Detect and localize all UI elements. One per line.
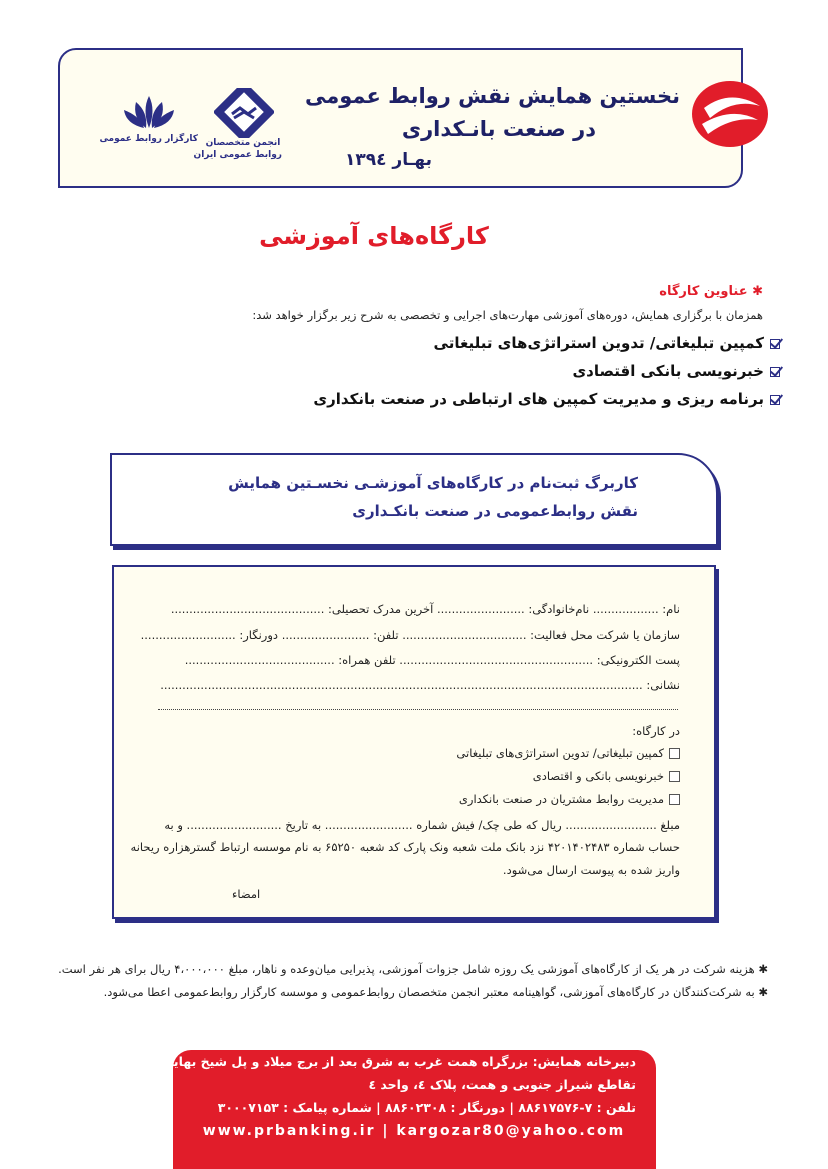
topic-item <box>572 362 783 380</box>
workshop-label: در کارگاه: <box>632 724 680 738</box>
topics-heading-text: عناوین کارگاه <box>659 284 748 299</box>
account-line: حساب شماره ۴۲۰۱۴۰۲۴۸۳ نزد بانک ملت شعبه ونک پارک کد شعبه ۶۵۲۵۰ به نام موسسه ارتباط گسترهزاره ریحانه <box>130 840 680 854</box>
send-line: واریز شده به پیوست ارسال می‌شود. <box>502 863 680 877</box>
signature-label: امضاء <box>232 887 261 901</box>
workshop-option-label: کمپین تبلیغاتی/ تدوین استراتژی‌های تبلیغاتی <box>456 746 664 760</box>
topic-item-label: خبرنویسی بانکی اقتصادی <box>572 362 764 380</box>
note-fee <box>58 962 768 976</box>
topic-item <box>313 390 783 408</box>
header-season: بهـار ۱۳۹٤ <box>344 150 432 170</box>
footer-web-email[interactable]: www.prbanking.ir | kargozar80@yahoo.com <box>202 1123 626 1139</box>
header-title-line2: در صنعت بانـکداری <box>401 117 596 141</box>
asterisk-icon: ✱ <box>754 962 768 976</box>
workshop-option[interactable] <box>456 746 680 760</box>
asterisk-icon: ✱ <box>747 284 763 299</box>
page-title: کارگاه‌های آموزشی <box>259 222 489 250</box>
note-fee-text: هزینه شرکت در هر یک از کارگاه‌های آموزشی یک روزه شامل جزوات آموزشی، پذیرایی میان‌وعده و ناهار، مبلغ ۴،۰۰۰،۰۰۰ ریال برای هر نفر است. <box>58 962 755 976</box>
red-swirl-logo-icon <box>690 78 770 150</box>
form-header-box <box>110 453 718 546</box>
workshop-option[interactable] <box>459 792 680 806</box>
form-row-name[interactable]: نام: .................. نام‌خانوادگی: ........................ آخرین مدرک تحصیلی: .......................................... <box>170 602 680 616</box>
form-header-line1: کاربرگ ثبت‌نام در کارگاه‌های آموزشـی نخسـتین همایش <box>228 474 638 492</box>
header-title-line1: نخستین همایش نقش روابط عمومی <box>304 84 680 108</box>
note-certificate <box>104 985 768 999</box>
form-row-address[interactable]: نشانی: .................................................................................................................................... <box>160 678 680 692</box>
form-header-line2: نقش روابط‌عمومی در صنعت بانکـداری <box>352 502 638 520</box>
anjoman-logo-text-2: روابط عمومی ایران <box>193 150 282 160</box>
form-row-email[interactable]: پست الکترونیکی: ..................................................... تلفن همراه: ......................................... <box>184 653 680 667</box>
address-continuation-line[interactable] <box>158 709 678 710</box>
kargozar-logo-text: کارگزار روابط عمومی <box>99 134 198 144</box>
topic-item-label: برنامه ریزی و مدیریت کمپین های ارتباطی در صنعت بانکداری <box>313 390 764 408</box>
workshop-option-label: خبرنویسی بانکی و اقتصادی <box>532 769 664 783</box>
checkmark-icon <box>770 365 783 378</box>
topic-item <box>434 334 783 352</box>
workshop-option[interactable] <box>533 769 680 783</box>
checkbox[interactable] <box>669 771 680 782</box>
asterisk-icon: ✱ <box>754 985 768 999</box>
checkbox[interactable] <box>669 794 680 805</box>
checkmark-icon <box>770 337 783 350</box>
footer-address-line1: دبیرخانه همایش: بزرگراه همت غرب به شرق بعد از برج میلاد و پل شیخ بهایی، <box>156 1054 636 1069</box>
payment-line[interactable]: مبلغ ......................... ریال که طی چک/ فیش شماره ........................ به تاریخ .......................... و به <box>164 818 680 832</box>
footer-phone-line: تلفن : ۷-۸۸۶۱۷۵۷۶ | دورنگار : ۸۸۶۰۲۳۰۸ | شماره پیامک : ۳۰۰۰۷۱۵۳ <box>217 1100 636 1115</box>
kargozar-logo-icon <box>118 92 180 132</box>
checkmark-icon <box>770 393 783 406</box>
anjoman-logo-text-1: انجمن متخصصان <box>205 138 281 148</box>
checkbox[interactable] <box>669 748 680 759</box>
footer-address-line2: تقاطع شیراز جنوبی و همت، پلاک ٤، واحد ٤ <box>368 1077 636 1092</box>
topics-heading <box>659 284 763 299</box>
topic-item-label: کمپین تبلیغاتی/ تدوین استراتژی‌های تبلیغاتی <box>433 334 764 352</box>
topics-intro: همزمان با برگزاری همایش، دوره‌های آموزشی مهارت‌های اجرایی و تخصصی به شرح زیر برگزار خواهد شد: <box>252 308 763 322</box>
form-row-organization[interactable]: سازمان یا شرکت محل فعالیت: .................................. تلفن: ........................ دورنگار: .......................... <box>140 628 680 642</box>
note-certificate-text: به شرکت‌کنندگان در کارگاه‌های آموزشی، گواهینامه معتبر انجمن متخصصان روابط‌عمومی و موسسه کارگزار روابط‌عمومی اعطا می‌شود. <box>103 985 755 999</box>
workshop-option-label: مدیریت روابط مشتریان در صنعت بانکداری <box>458 792 664 806</box>
handshake-logo-icon <box>214 88 274 138</box>
